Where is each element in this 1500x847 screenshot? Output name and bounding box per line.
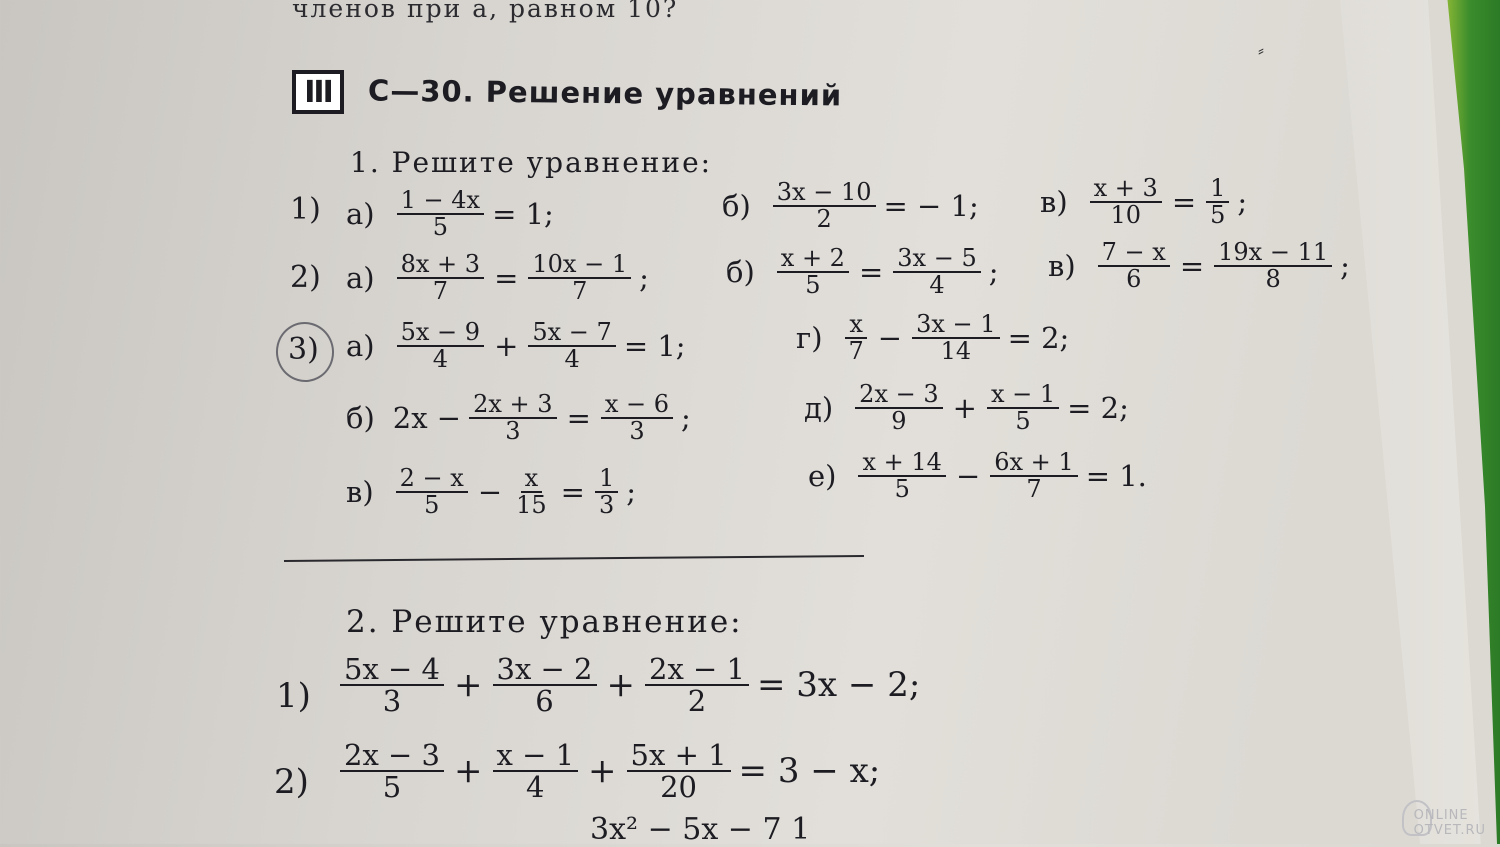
equation-3b: [346, 392, 691, 444]
equation-rest: = − 1;: [883, 189, 979, 224]
denominator: 5: [432, 213, 448, 242]
denominator: 8: [1265, 265, 1281, 294]
numerator: 6x + 1: [990, 450, 1077, 477]
denominator: 7: [848, 337, 864, 366]
equation-1v: [1040, 176, 1247, 228]
denominator: 3: [382, 684, 402, 719]
fraction: [627, 740, 731, 803]
equation-rest: ;: [626, 475, 637, 510]
operator: +: [454, 665, 483, 706]
numerator: 2x − 3: [855, 382, 942, 409]
fraction: [1090, 176, 1162, 228]
equation-1a: [346, 188, 554, 240]
fraction: [1206, 176, 1229, 228]
operator: =: [566, 401, 591, 436]
operator: +: [494, 329, 519, 364]
section-title: С—30. Решение уравнений: [367, 73, 843, 113]
operator: −: [955, 459, 981, 494]
equation-rest: = 3 − x;: [738, 751, 881, 792]
equation-rest: = 1;: [623, 329, 686, 364]
item-label: а): [346, 261, 375, 296]
numerator: 5x − 9: [397, 320, 484, 347]
fraction: [528, 320, 615, 372]
operator: =: [1179, 249, 1205, 284]
denominator: 3: [505, 417, 521, 446]
denominator: 3: [598, 491, 615, 520]
fraction: [469, 392, 556, 444]
cut-off-equation: 3x² − 5x − 7 1: [590, 812, 811, 847]
numerator: 1: [1206, 176, 1229, 203]
numerator: x − 1: [987, 382, 1059, 409]
operator: −: [477, 475, 503, 510]
denominator: 9: [891, 407, 907, 436]
fraction: [855, 382, 942, 434]
equation-rest: = 1;: [492, 197, 554, 232]
numerator: 8x + 3: [397, 252, 484, 279]
denominator: 6: [535, 684, 554, 719]
numerator: 10x − 1: [528, 252, 631, 279]
equation-rest: = 2;: [1067, 391, 1129, 426]
operator: −: [877, 321, 903, 356]
denominator: 15: [516, 491, 547, 520]
denominator: 5: [1015, 407, 1031, 436]
fraction: [397, 188, 484, 240]
denominator: 4: [432, 345, 448, 374]
numerator: x + 14: [858, 450, 945, 477]
row-number: 2): [290, 260, 321, 295]
equation-3d: [804, 382, 1129, 434]
numerator: 2x − 1: [645, 654, 749, 686]
numerator: 3x − 2: [493, 654, 597, 686]
numerator: 1: [595, 466, 618, 493]
denominator: 5: [382, 770, 402, 805]
denominator: 4: [564, 345, 580, 374]
level-badge: III: [292, 70, 344, 114]
equation-3g: [796, 312, 1069, 364]
numerator: x + 2: [777, 246, 849, 273]
denominator: 4: [526, 770, 545, 805]
item-label: а): [346, 329, 375, 364]
watermark: ONLINE OTVET.RU: [1413, 808, 1486, 838]
denominator: 2: [816, 205, 832, 234]
item-label: б): [346, 401, 375, 436]
operator: =: [560, 475, 585, 510]
equation-rest: ;: [681, 401, 691, 436]
numerator: 7 − x: [1098, 240, 1170, 267]
equation-3a: [346, 320, 686, 372]
lead-term: 2x −: [392, 401, 462, 436]
numerator: x − 1: [493, 740, 579, 772]
numerator: 3x − 10: [773, 180, 876, 207]
item-label: е): [808, 459, 837, 494]
equation-rest: = 1.: [1085, 459, 1147, 494]
fraction: [528, 252, 631, 304]
fraction: [1098, 240, 1170, 292]
previous-task-text: членов при a, равном 10?: [292, 0, 679, 23]
denominator: 7: [432, 277, 448, 306]
denominator: 14: [940, 337, 972, 366]
fraction: [893, 246, 980, 298]
item-label: б): [726, 255, 755, 290]
numerator: 1 − 4x: [397, 188, 484, 215]
numerator: 3x − 1: [912, 312, 999, 339]
numerator: 3x − 5: [893, 246, 980, 273]
fraction: [987, 382, 1059, 434]
fraction: [397, 252, 484, 304]
item-label: г): [796, 321, 823, 356]
equation-rest: ;: [988, 255, 999, 290]
denominator: 2: [687, 684, 707, 719]
equation-3e: [808, 450, 1147, 502]
task1-title: 1. Решите уравнение:: [350, 146, 713, 179]
equation-rest: = 3x − 2;: [757, 665, 921, 706]
fraction: [397, 320, 484, 372]
fraction: [858, 450, 945, 502]
task2-title: 2. Решите уравнение:: [346, 604, 743, 640]
equation-rest: ;: [1340, 249, 1350, 284]
equation-rest: ;: [1237, 185, 1248, 220]
denominator: 10: [1110, 201, 1141, 230]
numerator: x: [521, 466, 543, 493]
fraction: [601, 392, 673, 444]
fraction: [645, 654, 749, 717]
pencil-mark: ⸗: [1258, 40, 1264, 61]
denominator: 5: [805, 271, 821, 300]
operator: +: [588, 751, 617, 792]
numerator: 2x − 3: [340, 740, 444, 772]
row-number: 2): [274, 762, 309, 802]
numerator: x + 3: [1090, 176, 1162, 203]
numerator: x − 6: [601, 392, 673, 419]
fraction: [1214, 240, 1332, 292]
operator: =: [1171, 185, 1197, 220]
fraction: [340, 654, 444, 717]
operator: +: [454, 751, 483, 792]
denominator: 20: [660, 770, 697, 805]
operator: =: [858, 255, 884, 290]
item-label: в): [1048, 249, 1076, 284]
equation-rest: = 2;: [1007, 321, 1070, 356]
denominator: 5: [1210, 201, 1226, 230]
fraction: [777, 246, 849, 298]
fraction: [912, 312, 999, 364]
fraction: [396, 466, 468, 518]
equation-2v: [1048, 240, 1350, 292]
fraction: [773, 180, 876, 232]
denominator: 7: [1026, 475, 1042, 504]
equation-t2-1: [336, 654, 920, 717]
item-label: а): [346, 197, 375, 232]
operator: +: [606, 665, 635, 706]
equation-3v: [346, 466, 636, 518]
numerator: x: [845, 312, 867, 339]
fraction: [990, 450, 1077, 502]
denominator: 3: [629, 417, 645, 446]
equation-2b: [726, 246, 999, 298]
numerator: 2x + 3: [469, 392, 556, 419]
fraction: [340, 740, 444, 803]
numerator: 5x − 7: [528, 320, 615, 347]
equation-rest: ;: [639, 261, 649, 296]
fraction: [493, 740, 579, 803]
item-label: б): [722, 189, 751, 224]
fraction: [845, 312, 868, 364]
row-number: 3): [288, 332, 319, 367]
denominator: 5: [424, 491, 440, 520]
denominator: 7: [572, 277, 588, 306]
operator: +: [952, 391, 977, 426]
fraction: [595, 466, 618, 518]
item-label: д): [804, 391, 834, 426]
numerator: 19x − 11: [1214, 240, 1332, 267]
numerator: 2 − x: [396, 466, 468, 493]
numerator: 5x + 1: [627, 740, 731, 772]
divider-line: [284, 555, 864, 562]
equation-1b: [722, 180, 979, 232]
fraction: [493, 654, 597, 717]
numerator: 5x − 4: [340, 654, 444, 686]
row-number: 1): [276, 676, 311, 716]
equation-2a: [346, 252, 649, 304]
denominator: 4: [929, 271, 945, 300]
equation-t2-2: [336, 740, 880, 803]
item-label: в): [1040, 185, 1068, 220]
denominator: 6: [1126, 265, 1142, 294]
row-number: 1): [290, 192, 321, 227]
operator: =: [494, 261, 519, 296]
item-label: в): [346, 475, 374, 510]
denominator: 5: [894, 475, 910, 504]
fraction: [512, 466, 551, 518]
